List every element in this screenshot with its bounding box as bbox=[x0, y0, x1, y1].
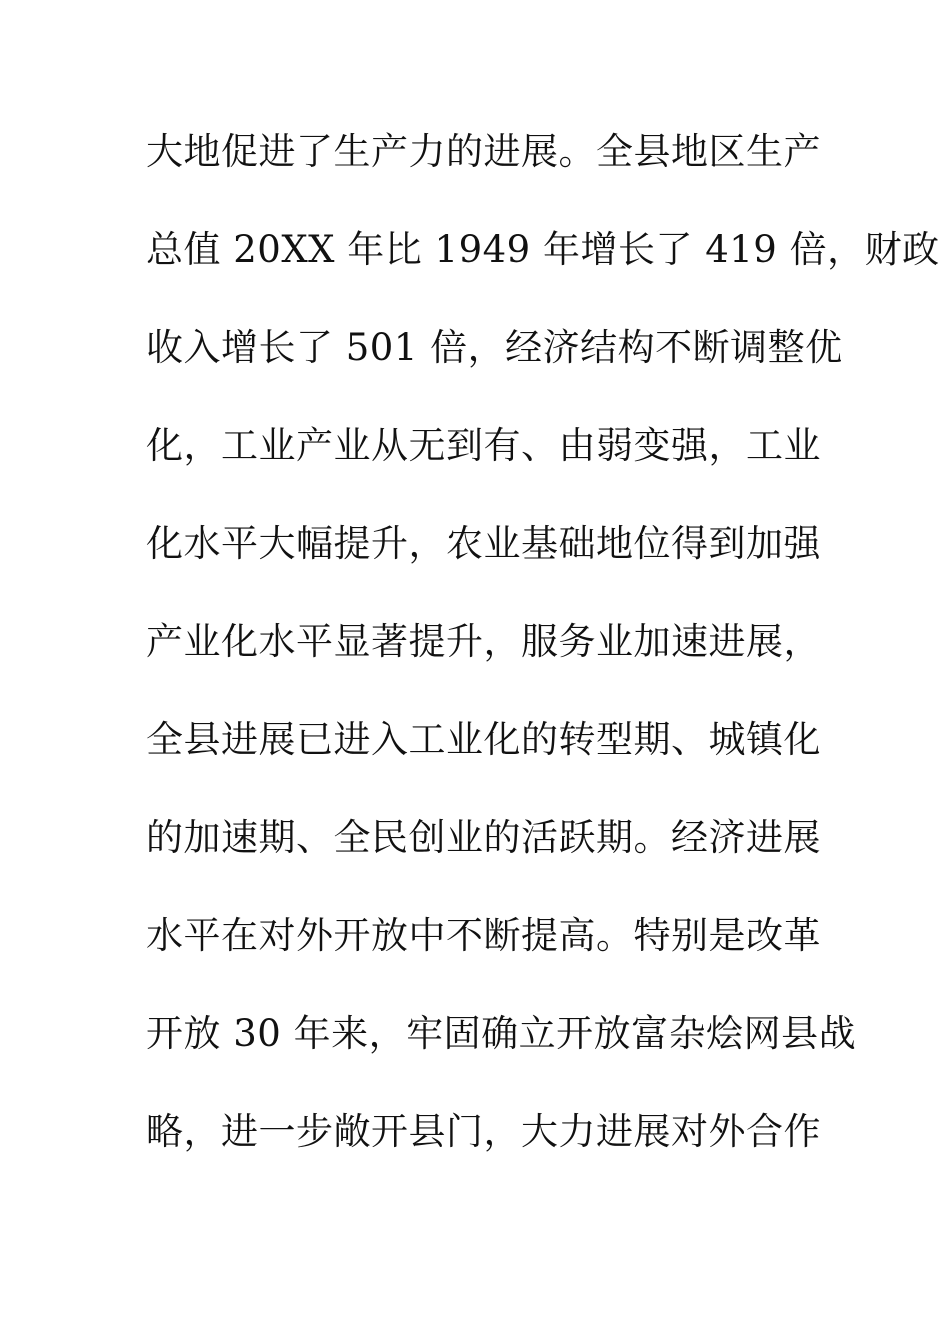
text-line-9: 水平在对外开放中不断提高。特别是改革 bbox=[146, 914, 821, 957]
text-line-5: 化水平大幅提升，农业基础地位得到加强 bbox=[146, 522, 821, 565]
text-line-6: 产业化水平显著提升，服务业加速进展， bbox=[146, 620, 821, 663]
body-text bbox=[146, 123, 940, 1201]
text-line-7: 全县进展已进入工业化的转型期、城镇化 bbox=[146, 718, 821, 761]
text-line-10: 开放 30 年来，牢固确立开放富杂烩网县战 bbox=[146, 1012, 857, 1055]
text-line-11: 略，进一步敞开县门，大力进展对外合作 bbox=[146, 1110, 821, 1153]
text-line-8: 的加速期、全民创业的活跃期。经济进展 bbox=[146, 816, 821, 859]
text-line-2: 总值 20XX 年比 1949 年增长了 419 倍，财政 bbox=[146, 228, 940, 271]
text-line-1: 大地促进了生产力的进展。全县地区生产 bbox=[146, 130, 821, 173]
text-line-3: 收入增长了 501 倍，经济结构不断调整优 bbox=[146, 326, 843, 369]
text-line-4: 化，工业产业从无到有、由弱变强，工业 bbox=[146, 424, 821, 467]
